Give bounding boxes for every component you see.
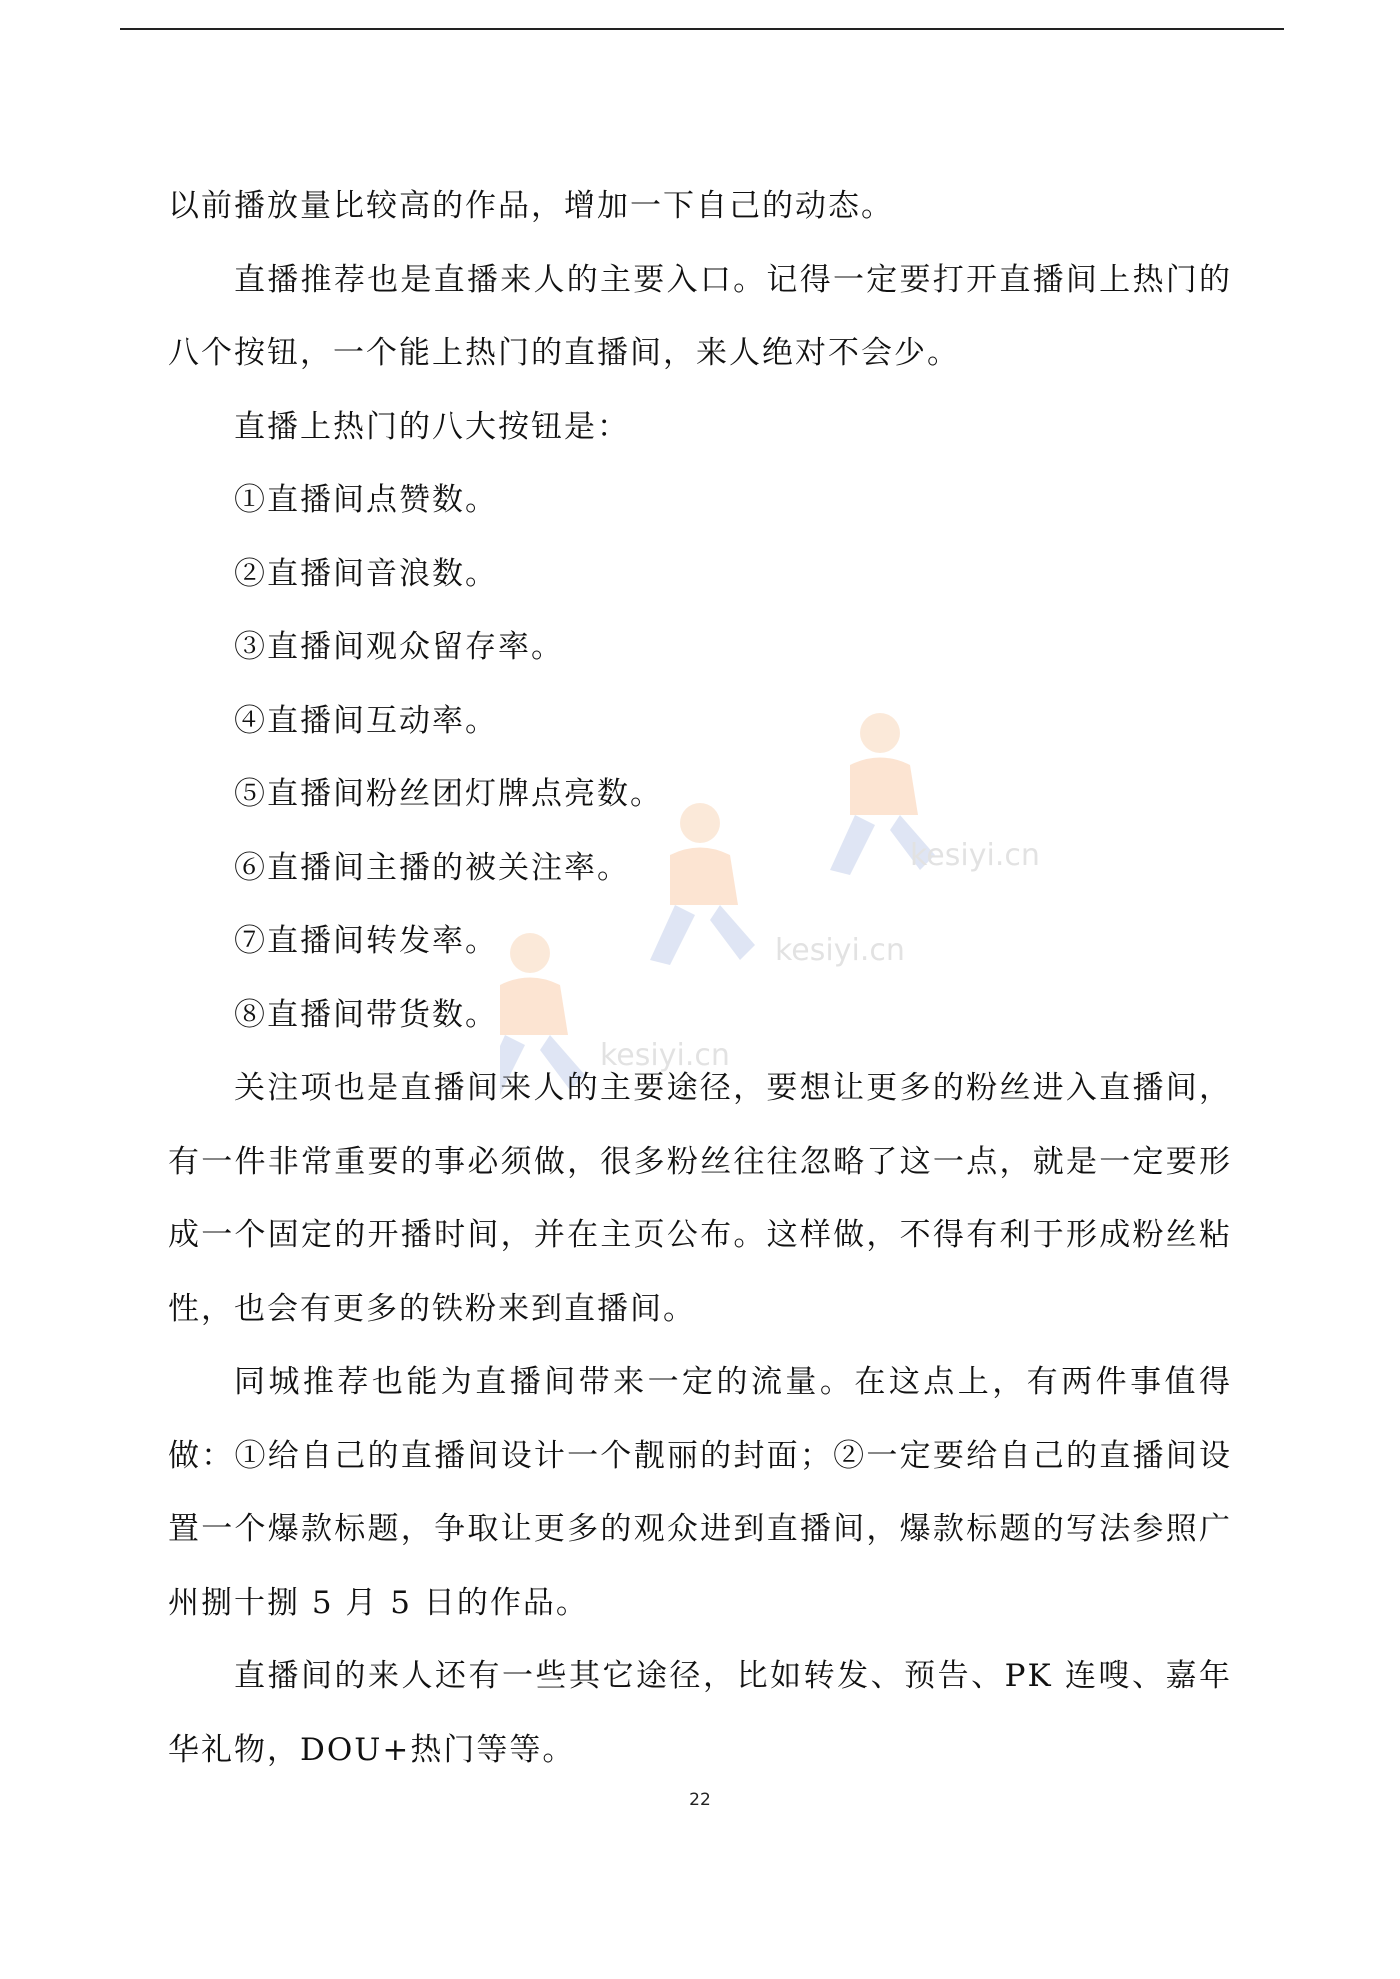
paragraph: 直播上热门的八大按钮是： bbox=[234, 408, 630, 445]
list-item: ④直播间互动率。 bbox=[234, 702, 498, 739]
paragraph: 直播推荐也是直播来人的主要入口。记得一定要打开直播间上热门的八个按钮，一个能上热门的直播间，来人绝对不会少。 bbox=[168, 261, 1232, 371]
list-item: ②直播间音浪数。 bbox=[234, 555, 498, 592]
paragraph: 直播间的来人还有一些其它途径，比如转发、预告、PK 连嗖、嘉年华礼物，DOU+热门等等。 bbox=[168, 1658, 1232, 1768]
paragraph: 关注项也是直播间来人的主要途径，要想让更多的粉丝进入直播间，有一件非常重要的事必须做，很多粉丝往往忽略了这一点，就是一定要形成一个固定的开播时间，并在主页公布。这样做，不得有利于形成粉丝粘性，也会有更多的铁粉来到直播间。 bbox=[168, 1070, 1232, 1327]
list-item: ①直播间点赞数。 bbox=[234, 482, 498, 518]
list-item: ⑤直播间粉丝团灯牌点亮数。 bbox=[234, 776, 663, 812]
header-rule bbox=[120, 28, 1284, 30]
paragraph: 同城推荐也能为直播间带来一定的流量。在这点上，有两件事值得做：①给自己的直播间设计一个靓丽的封面；②一定要给自己的直播间设置一个爆款标题，争取让更多的观众进到直播间，爆款标题的写法参照广州捌十捌 5 月 5 日的作品。 bbox=[168, 1364, 1232, 1621]
document-body bbox=[168, 170, 1232, 1787]
list-item: ⑧直播间带货数。 bbox=[234, 996, 498, 1033]
watermark-text: kesiyi.cn bbox=[775, 933, 905, 968]
page-number: 22 bbox=[689, 1790, 711, 1810]
list-item: ⑦直播间转发率。 bbox=[234, 923, 498, 959]
watermark-text: kesiyi.cn bbox=[600, 1038, 730, 1073]
paragraph: 以前播放量比较高的作品，增加一下自己的动态。 bbox=[168, 188, 894, 224]
list-item: ③直播间观众留存率。 bbox=[234, 629, 564, 665]
list-item: ⑥直播间主播的被关注率。 bbox=[234, 849, 630, 886]
watermark-text: kesiyi.cn bbox=[910, 838, 1040, 873]
